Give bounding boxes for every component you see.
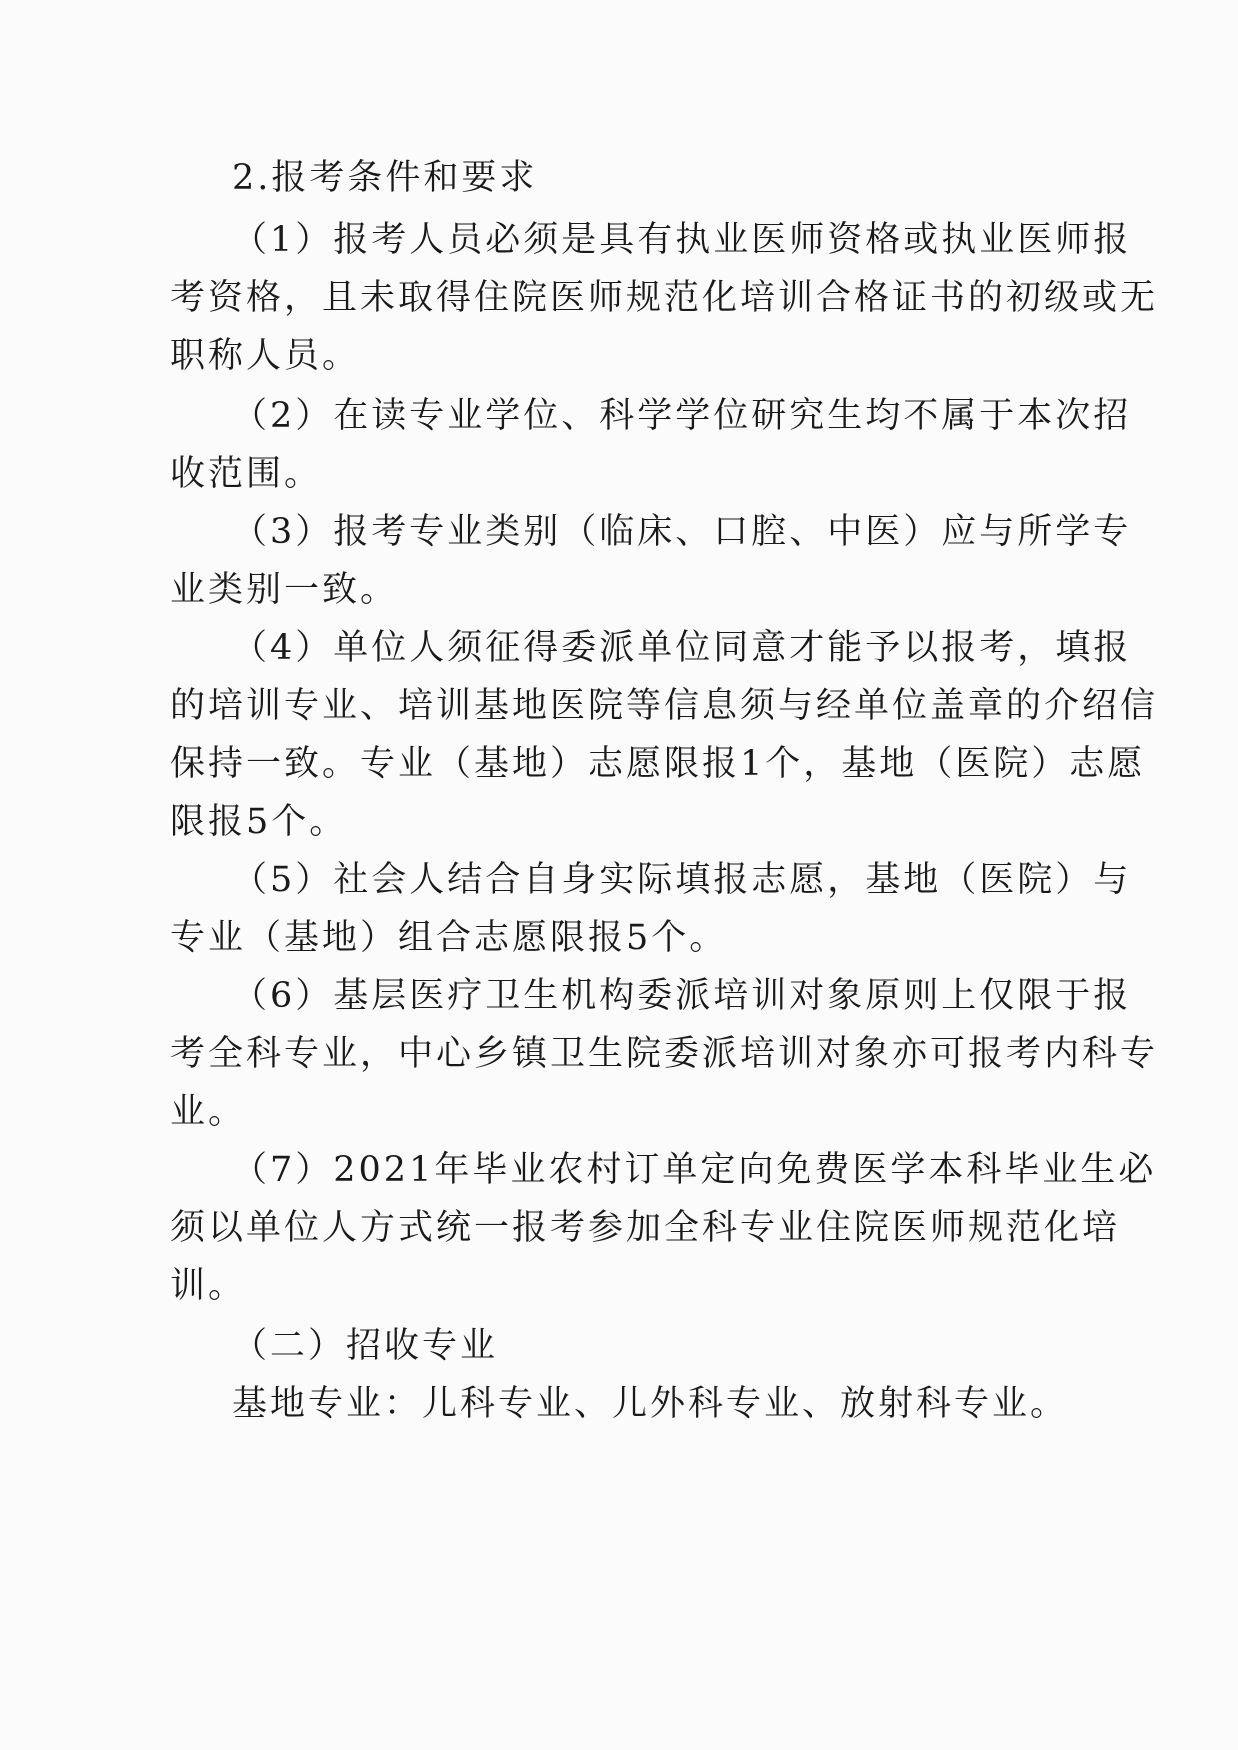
item-1-line-3: 职称人员。 xyxy=(170,336,361,376)
item-4-line-4: 限报5个。 xyxy=(170,802,348,842)
item-6-line-2: 考全科专业，中心乡镇卫生院委派培训对象亦可报考内科专 xyxy=(170,1034,1159,1074)
item-7-line-3: 训。 xyxy=(170,1266,247,1306)
item-5-line-1: （5）社会人结合自身实际填报志愿，基地（医院）与 xyxy=(232,860,1132,900)
item-2-line-2: 收范围。 xyxy=(170,454,323,494)
item-6-line-3: 业。 xyxy=(170,1092,247,1132)
item-5-line-2: 专业（基地）组合志愿限报5个。 xyxy=(170,918,728,958)
item-4-line-3: 保持一致。专业（基地）志愿限报1个，基地（医院）志愿 xyxy=(170,744,1146,784)
item-3-line-1: （3）报考专业类别（临床、口腔、中医）应与所学专 xyxy=(232,512,1132,552)
base-specialties-text: 基地专业：儿科专业、儿外科专业、放射科专业。 xyxy=(232,1384,1069,1424)
item-7-line-1: （7）2021年毕业农村订单定向免费医学本科毕业生必 xyxy=(232,1150,1157,1190)
section-2-heading-text: （二）招收专业 xyxy=(232,1326,499,1366)
item-4-line-1: （4）单位人须征得委派单位同意才能予以报考，填报 xyxy=(232,628,1132,668)
item-7-line-2: 须以单位人方式统一报考参加全科专业住院医师规范化培 xyxy=(170,1208,1121,1248)
item-2-line-1: （2）在读专业学位、科学学位研究生均不属于本次招 xyxy=(232,396,1132,436)
item-6-line-1: （6）基层医疗卫生机构委派培训对象原则上仅限于报 xyxy=(232,976,1132,1016)
item-1-line-2: 考资格，且未取得住院医师规范化培训合格证书的初级或无 xyxy=(170,278,1159,318)
item-3-line-2: 业类别一致。 xyxy=(170,570,399,610)
heading-2-text: 2.报考条件和要求 xyxy=(232,158,538,198)
item-4-line-2: 的培训专业、培训基地医院等信息须与经单位盖章的介绍信 xyxy=(170,686,1159,726)
item-1-line-1: （1）报考人员必须是具有执业医师资格或执业医师报 xyxy=(232,220,1132,260)
